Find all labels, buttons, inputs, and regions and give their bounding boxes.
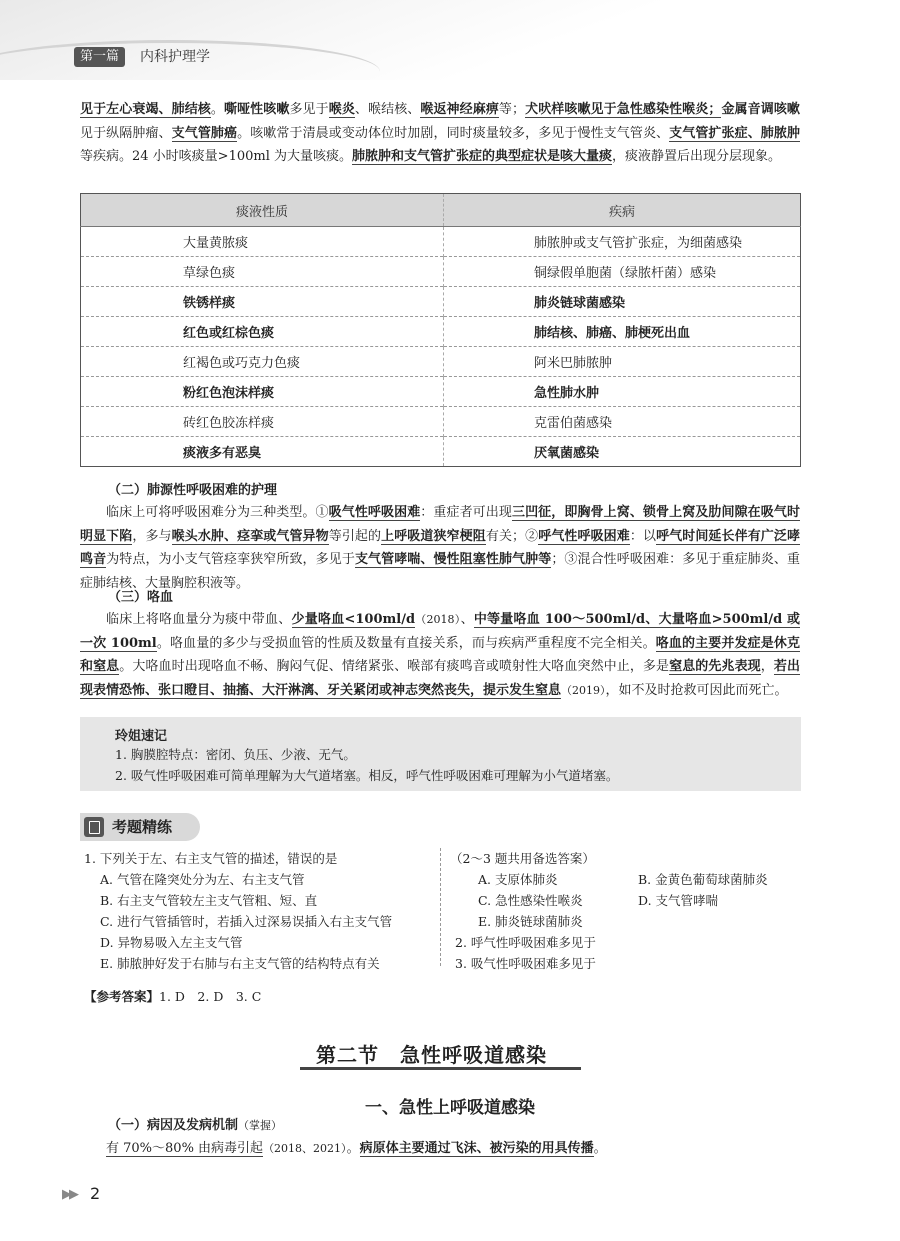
page-arrow-icon: ▶▶ bbox=[62, 1187, 76, 1202]
table-row bbox=[81, 317, 801, 347]
shared-option: B. 金黄色葡萄球菌肺炎 bbox=[638, 872, 768, 887]
question-option: E. 肺脓肿好发于右肺与右主支气管的结构特点有关 bbox=[100, 956, 380, 971]
paragraph-dyspnea: 临床上可将呼吸困难分为三种类型。①吸气性呼吸困难：重症者可出现三凹征，即胸骨上窝、锁骨上窝及肋间隙在吸气时明显下陷，多与喉头水肿、痉挛或气管异物等引起的上呼吸道狭窄梗阻有关；②呼气性呼吸困难：以呼气时间延长伴有广泛哮鸣音为特点，为小支气管痉挛狭窄所致，多见于支气管哮喘、慢性阻塞性肺气肿等；③混合性呼吸困难：多见于重症肺炎、重症肺结核、大量胸腔积液等。 bbox=[80, 505, 800, 591]
sputum-table bbox=[80, 193, 801, 467]
table-cell: 红褐色或巧克力色痰 bbox=[81, 347, 444, 377]
question-2: 2. 呼气性呼吸困难多见于 bbox=[455, 935, 596, 950]
memo-title: 玲姐速记 bbox=[115, 729, 168, 744]
question-1: 1. 下列关于左、右主支气管的描述，错误的是 bbox=[84, 851, 338, 866]
table-cell: 肺炎链球菌感染 bbox=[444, 287, 801, 317]
question-option: A. 气管在隆突处分为左、右主支气管 bbox=[100, 872, 305, 887]
table-cell: 铜绿假单胞菌（绿脓杆菌）感染 bbox=[444, 257, 801, 287]
section-heading-etiology: （一）病因及发病机制（掌握） bbox=[108, 1118, 283, 1133]
table-cell: 厌氧菌感染 bbox=[444, 437, 801, 467]
table-cell: 痰液多有恶臭 bbox=[81, 437, 444, 467]
question-option: B. 右主支气管较左主支气管粗、短、直 bbox=[100, 893, 318, 908]
table-cell: 铁锈样痰 bbox=[81, 287, 444, 317]
table-cell: 草绿色痰 bbox=[81, 257, 444, 287]
table-cell: 红色或红棕色痰 bbox=[81, 317, 444, 347]
memo-line: 1. 胸膜腔特点：密闭、负压、少液、无气。 bbox=[115, 747, 356, 762]
subsection-title: 一、急性上呼吸道感染 bbox=[365, 1098, 535, 1118]
table-cell: 粉红色泡沫样痰 bbox=[81, 377, 444, 407]
table-row bbox=[81, 227, 801, 257]
table-row bbox=[81, 287, 801, 317]
table-row bbox=[81, 257, 801, 287]
section-heading-dyspnea: （二）肺源性呼吸困难的护理 bbox=[108, 483, 278, 498]
table-row bbox=[81, 407, 801, 437]
table-cell: 肺脓肿或支气管扩张症，为细菌感染 bbox=[444, 227, 801, 257]
column-divider bbox=[440, 848, 441, 966]
section-title: 第二节 急性呼吸道感染 bbox=[316, 1043, 547, 1067]
table-cell: 急性肺水肿 bbox=[444, 377, 801, 407]
section-title-box bbox=[300, 1036, 581, 1070]
table-header: 疾病 bbox=[444, 194, 801, 227]
notebook-icon bbox=[84, 817, 104, 837]
paragraph-hemoptysis: 临床上将咯血量分为痰中带血、少量咯血<100ml/d（2018）、中等量咯血 100～500ml/d、大量咯血>500ml/d 或一次 100ml。咯血量的多少与受损血管的性质及数量有直接关系，而与疾病严重程度不完全相关。咯血的主要并发症是休克和窒息。大咯血时出现咯血不畅、胸闷气促、情绪紧张、喉部有痰鸣音或喷射性大咯血突然中止，多是窒息的先兆表现，若出现表情恐怖、张口瞪目、抽搐、大汗淋漓、牙关紧闭或神志突然丧失，提示发生窒息（2019），如不及时抢救可因此而死亡。 bbox=[80, 612, 800, 698]
question-3: 3. 吸气性呼吸困难多见于 bbox=[455, 956, 596, 971]
exam-heading bbox=[80, 813, 200, 841]
shared-option: A. 支原体肺炎 bbox=[478, 872, 558, 887]
question-option: D. 异物易吸入左主支气管 bbox=[100, 935, 243, 950]
paragraph-cough: 见于左心衰竭、肺结核。嘶哑性咳嗽多见于喉炎、喉结核、喉返神经麻痹等；犬吠样咳嗽见于急性感染性喉炎；金属音调咳嗽见于纵隔肿瘤、支气管肺癌。咳嗽常于清晨或变动体位时加剧，同时痰量较多，多见于慢性支气管炎、支气管扩张症、肺脓肿等疾病。24 小时咳痰量>100ml 为大量咳痰。肺脓肿和支气管扩张症的典型症状是咳大量痰，痰液静置后出现分层现象。 bbox=[80, 102, 800, 164]
shared-answer-note: （2～3 题共用备选答案） bbox=[450, 851, 595, 866]
section-heading-hemoptysis: （三）咯血 bbox=[108, 590, 174, 605]
table-row bbox=[81, 437, 801, 467]
paragraph-etiology: 有 70%～80% 由病毒引起（2018、2021）。病原体主要通过飞沫、被污染的用具传播。 bbox=[106, 1141, 607, 1156]
table-header-row bbox=[81, 194, 801, 227]
shared-option: E. 肺炎链球菌肺炎 bbox=[478, 914, 583, 929]
page-number: 2 bbox=[90, 1184, 101, 1203]
table-cell: 砖红色胶冻样痰 bbox=[81, 407, 444, 437]
table-cell: 大量黄脓痰 bbox=[81, 227, 444, 257]
answer-key-label: 【参考答案】 bbox=[84, 989, 160, 1004]
memo-box bbox=[80, 717, 801, 791]
table-row bbox=[81, 347, 801, 377]
question-option: C. 进行气管插管时，若插入过深易误插入右主支气管 bbox=[100, 914, 393, 929]
book-title: 内科护理学 bbox=[140, 49, 210, 65]
shared-option: D. 支气管哮喘 bbox=[638, 893, 719, 908]
answer-key-values: 1. D 2. D 3. C bbox=[159, 989, 262, 1004]
table-cell: 克雷伯菌感染 bbox=[444, 407, 801, 437]
section-title-underline bbox=[300, 1067, 581, 1070]
chapter-chip: 第一篇 bbox=[74, 47, 125, 67]
memo-line: 2. 吸气性呼吸困难可简单理解为大气道堵塞。相反，呼气性呼吸困难可理解为小气道堵塞。 bbox=[115, 768, 619, 783]
shared-option: C. 急性感染性喉炎 bbox=[478, 893, 583, 908]
table-header: 痰液性质 bbox=[81, 194, 444, 227]
table-cell: 阿米巴肺脓肿 bbox=[444, 347, 801, 377]
exam-title: 考题精练 bbox=[112, 818, 173, 836]
answer-key bbox=[84, 986, 261, 1007]
table-row bbox=[81, 377, 801, 407]
table-cell: 肺结核、肺癌、肺梗死出血 bbox=[444, 317, 801, 347]
